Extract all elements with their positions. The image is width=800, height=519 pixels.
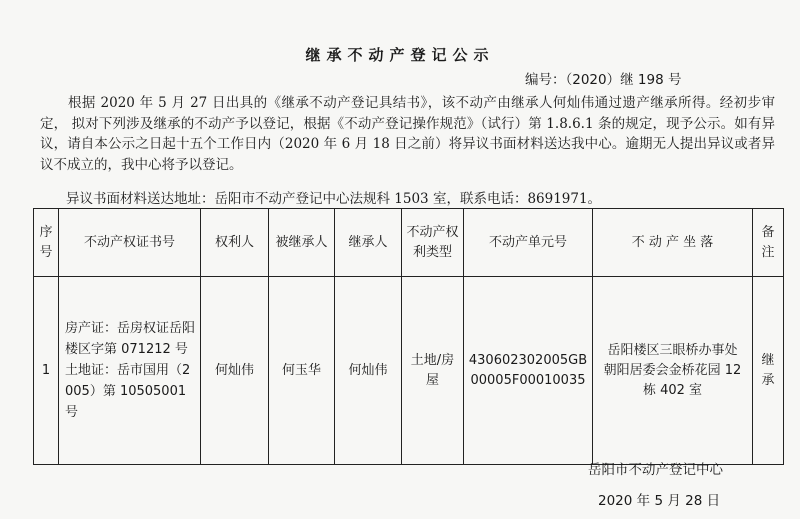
issue-date: 2020 年 5 月 28 日 <box>598 493 721 509</box>
document-number: 编号：（2020）继 198 号 <box>525 72 682 88</box>
header-decedent: 被继承人 <box>269 209 335 277</box>
header-remark: 备注 <box>753 209 784 277</box>
notice-title: 继承不动产登记公示 <box>305 46 495 64</box>
cell-decedent: 何玉华 <box>269 277 335 465</box>
header-location: 不 动 产 坐 落 <box>593 209 753 277</box>
table-header-row <box>34 209 784 277</box>
cell-location: 岳阳楼区三眼桥办事处朝阳居委会金桥花园 12 栋 402 室 <box>593 277 753 465</box>
cert-house: 房产证：岳房权证岳阳楼区字第 071212 号 <box>65 321 196 357</box>
cell-unit-no: 430602302005GB00005F00010035 <box>464 277 593 465</box>
objection-address: 异议书面材料送达地址：岳阳市不动产登记中心法规科 1503 室，联系电话：8691971。 <box>66 191 602 207</box>
issuing-authority: 岳阳市不动产登记中心 <box>588 462 723 478</box>
cell-heir: 何灿伟 <box>335 277 402 465</box>
cell-cert <box>59 277 201 465</box>
header-owner: 权利人 <box>201 209 269 277</box>
cert-land: 土地证：岳市国用（2005）第 10505001 号 <box>65 363 191 420</box>
header-right-type: 不动产权利类型 <box>402 209 464 277</box>
table-row <box>34 277 784 465</box>
header-unit-no: 不动产单元号 <box>464 209 593 277</box>
cell-seq: 1 <box>34 277 59 465</box>
cell-owner: 何灿伟 <box>201 277 269 465</box>
header-cert: 不动产权证书号 <box>59 209 201 277</box>
cell-right-type: 土地/房屋 <box>402 277 464 465</box>
registration-table <box>33 208 784 465</box>
header-heir: 继承人 <box>335 209 402 277</box>
cell-remark: 继承 <box>753 277 784 465</box>
notice-body: 根据 2020 年 5 月 27 日出具的《继承不动产登记具结书》，该不动产由继承人何灿伟通过遗产继承所得。经初步审定， 拟对下列涉及继承的不动产予以登记，根据《不动产登记操作规范》（试行）第 1.8.6.1 条的规定，现予公示。如有异议，请自本公示之日起十五个工作日内（2020 年 6 月 18 日之前）将异议书面材料送达我中心。逾期无人提出异议或者异议不成立的，我中心将予以登记。 <box>40 95 775 173</box>
header-seq: 序号 <box>34 209 59 277</box>
